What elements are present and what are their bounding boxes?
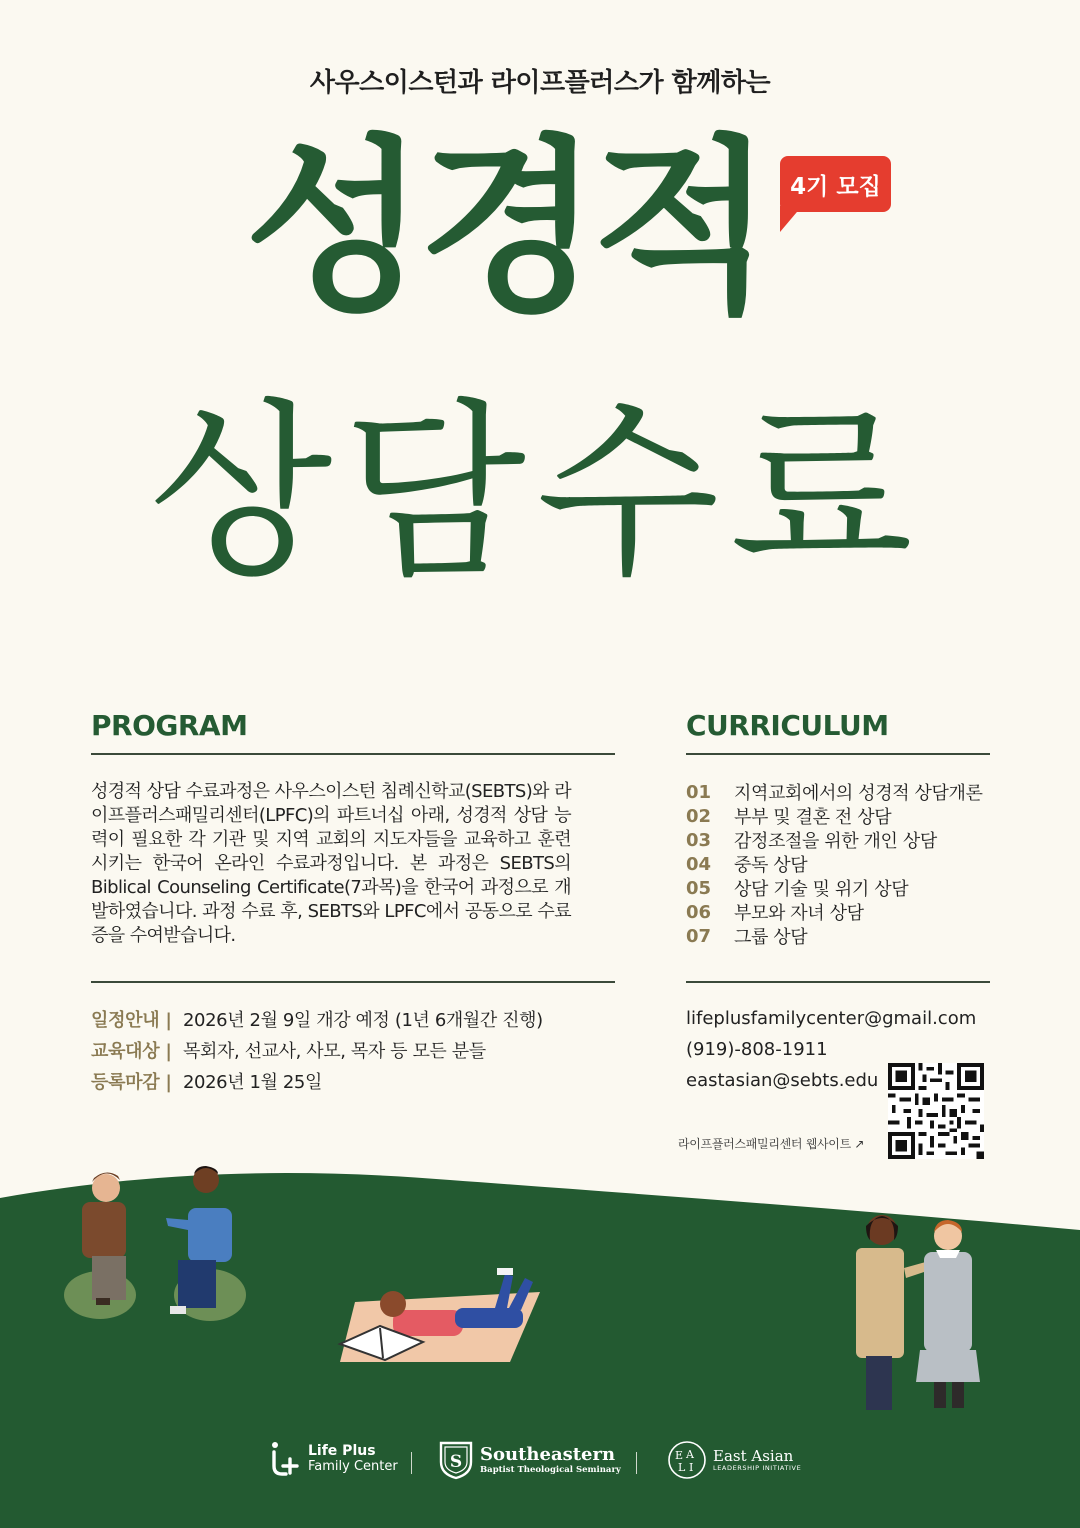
- website-link[interactable]: 라이프플러스패밀리센터 웹사이트 ↗: [678, 1137, 865, 1151]
- info-row-audience: [91, 1034, 543, 1065]
- curriculum-number: 06: [686, 901, 712, 923]
- curriculum-text: 부부 및 결혼 전 상담: [734, 807, 892, 828]
- info-label: 등록마감 |: [91, 1071, 172, 1093]
- curriculum-list: [686, 780, 1016, 948]
- svg-text:E: E: [675, 1449, 684, 1462]
- curriculum-item: [686, 900, 1016, 924]
- program-heading: PROGRAM: [91, 709, 248, 742]
- curriculum-bottom-divider: [686, 981, 990, 983]
- info-value: 목회자, 선교사, 사모, 목자 등 모든 분들: [183, 1040, 486, 1062]
- east-asian-subname: LEADERSHIP INITIATIVE: [713, 1463, 802, 1472]
- curriculum-item: [686, 804, 1016, 828]
- title-line-1: 성경적: [244, 119, 766, 338]
- badge-tail: [780, 206, 802, 232]
- curriculum-number: 02: [686, 805, 712, 827]
- southeastern-shield-icon: [438, 1440, 474, 1480]
- info-label: 일정안내 |: [91, 1009, 172, 1031]
- curriculum-item: [686, 924, 1016, 948]
- info-row-schedule: [91, 1003, 543, 1034]
- info-value: 2026년 2월 9일 개강 예정 (1년 6개월간 진행): [183, 1009, 543, 1031]
- svg-text:L: L: [678, 1461, 686, 1474]
- curriculum-item: [686, 876, 1016, 900]
- logo-separator: [636, 1452, 637, 1474]
- curriculum-item: [686, 780, 1016, 804]
- east-asian-logo-icon: [667, 1440, 707, 1480]
- curriculum-item: [686, 852, 1016, 876]
- curriculum-item: [686, 828, 1016, 852]
- woman-reading-illustration: [335, 1262, 545, 1372]
- qr-code-icon[interactable]: [888, 1063, 984, 1159]
- program-divider: [91, 753, 615, 755]
- partner-logos: [0, 1440, 1080, 1490]
- lifeplus-subname: Family Center: [308, 1459, 398, 1474]
- curriculum-text: 중독 상담: [734, 855, 808, 876]
- contact-phone[interactable]: (919)-808-1911: [686, 1039, 828, 1060]
- course-info: [91, 1003, 543, 1096]
- southeastern-logo[interactable]: [438, 1440, 621, 1480]
- two-women-comforting-illustration: [848, 1210, 983, 1420]
- curriculum-text: 지역교회에서의 성경적 상담개론: [734, 783, 983, 804]
- curriculum-number: 05: [686, 877, 712, 899]
- info-value: 2026년 1월 25일: [183, 1071, 322, 1093]
- east-asian-name: East Asian: [713, 1446, 794, 1465]
- curriculum-text: 상담 기술 및 위기 상담: [734, 879, 909, 900]
- curriculum-number: 01: [686, 781, 712, 803]
- curriculum-heading: CURRICULUM: [686, 709, 889, 742]
- info-label: 교육대상 |: [91, 1040, 172, 1062]
- curriculum-text: 부모와 자녀 상담: [734, 903, 864, 924]
- curriculum-text: 감정조절을 위한 개인 상담: [734, 831, 937, 852]
- curriculum-divider: [686, 753, 990, 755]
- svg-text:A: A: [686, 1448, 694, 1461]
- east-asian-logo[interactable]: [667, 1440, 801, 1480]
- contact-email-lifeplus[interactable]: lifeplusfamilycenter@gmail.com: [686, 1008, 977, 1029]
- curriculum-number: 04: [686, 853, 712, 875]
- info-row-deadline: [91, 1065, 543, 1096]
- lifeplus-logo[interactable]: [270, 1440, 398, 1478]
- curriculum-number: 03: [686, 829, 712, 851]
- contact-email-sebts[interactable]: eastasian@sebts.edu: [686, 1070, 879, 1091]
- poster-subtitle: 사우스이스턴과 라이프플러스가 함께하는: [309, 68, 771, 98]
- svg-text:S: S: [449, 1452, 463, 1472]
- southeastern-subname: Baptist Theological Seminary: [480, 1465, 621, 1475]
- logo-separator: [411, 1452, 412, 1474]
- curriculum-number: 07: [686, 925, 712, 947]
- curriculum-text: 그룹 상담: [734, 927, 808, 948]
- southeastern-name: Southeastern: [480, 1444, 616, 1465]
- title-line-2: 상담수료: [148, 382, 924, 603]
- program-description: 성경적 상담 수료과정은 사우스이스턴 침례신학교(SEBTS)와 라이프플러스패밀리센터(LPFC)의 파트너십 아래, 성경적 상담 능력이 필요한 각 기관 및 지역 교회의 지도자들을 교육하고 훈련시키는 한국어 온라인 수료과정입니다. 본 과정은 SEBTS의 Biblical Counseling Certificate(7과목)을 한국어 과정으로 개발하였습니다. 과정 수료 후, SEBTS와 LPFC에서 공동으로 수료증을 수여받습니다.: [91, 781, 571, 946]
- two-men-talking-illustration: [60, 1160, 260, 1325]
- lifeplus-logo-icon: [270, 1440, 300, 1478]
- lifeplus-name: Life Plus: [308, 1443, 376, 1459]
- svg-text:I: I: [689, 1461, 694, 1474]
- program-bottom-divider: [91, 981, 615, 983]
- recruitment-badge: 4기 모집: [780, 156, 891, 212]
